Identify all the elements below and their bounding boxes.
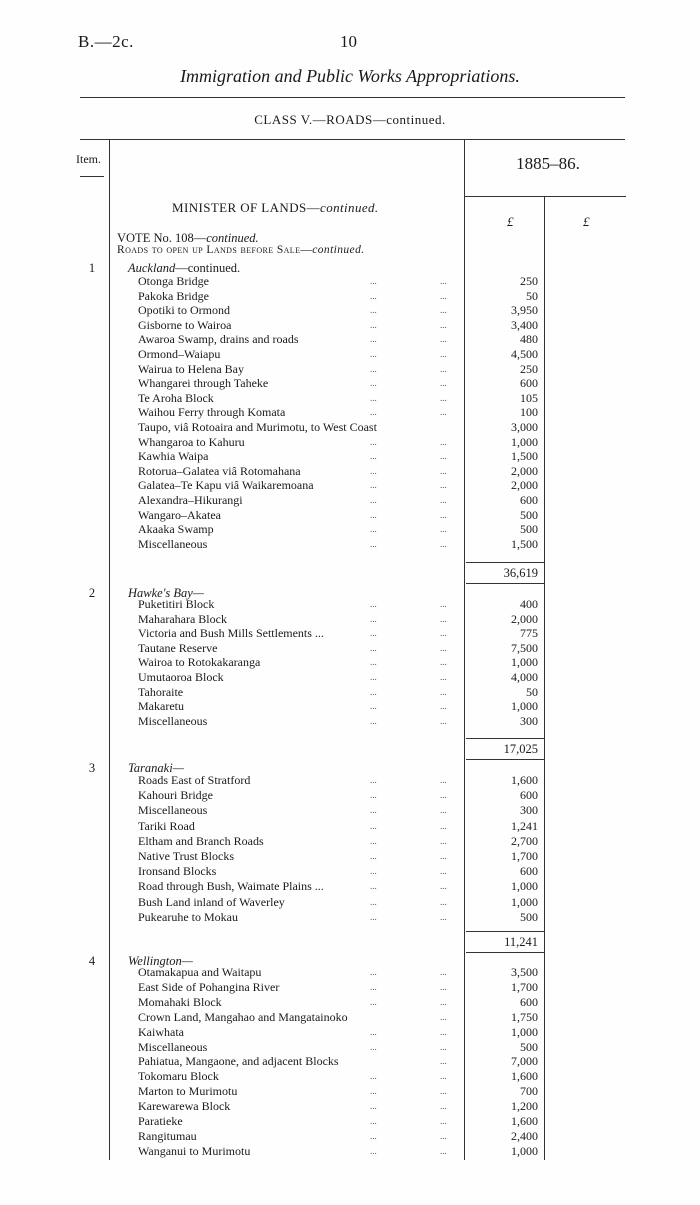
table-row [0, 493, 700, 507]
road-name: Victoria and Bush Mills Settlements ... [138, 626, 324, 641]
leader-dots: ... [370, 835, 377, 846]
amount-cell: 105 [520, 390, 538, 405]
amount-cell: 4,000 [511, 670, 538, 684]
road-name: Karewarewa Block [138, 1099, 231, 1114]
road-name: East Side of Pohangina River [138, 979, 280, 994]
leader-dots: ... [370, 1086, 377, 1097]
leader-dots: ... [440, 349, 447, 359]
leader-dots: ... [370, 805, 377, 816]
amount-cell: 1,600 [511, 1069, 538, 1084]
road-name: Taupo, viâ Rotoaira and Murimotu, to West Coast [138, 420, 377, 434]
leader-dots: ... [440, 851, 447, 861]
leader-dots: ... [440, 1116, 447, 1126]
leader-dots: ... [440, 790, 447, 801]
amount-cell: 4,500 [511, 347, 538, 361]
table-row [0, 641, 700, 655]
road-name: Te Aroha Block [138, 390, 214, 405]
amount-cell: 2,000 [511, 463, 538, 478]
road-name: Kawhia Waipa [138, 449, 209, 464]
leader-dots: ... [440, 495, 447, 505]
amount-cell: 2,000 [511, 478, 538, 493]
amount-cell: 1,700 [511, 849, 538, 863]
leader-dots: ... [370, 820, 377, 831]
amount-cell: 50 [526, 684, 538, 699]
road-name: Rangitumau [138, 1128, 197, 1143]
road-name: Tautane Reserve [138, 640, 218, 655]
road-name: Roads East of Stratford [138, 773, 251, 787]
road-name: Wairoa to Rotokakaranga [138, 655, 261, 670]
table-row [0, 773, 700, 787]
road-name: Akaaka Swamp [138, 522, 214, 537]
subtotal-rule-top [466, 931, 544, 932]
table-row [0, 714, 700, 728]
leader-dots: ... [440, 1071, 447, 1082]
road-name: Eltham and Branch Roads [138, 833, 264, 848]
table-row [0, 274, 700, 288]
title-rule [80, 97, 625, 98]
item-number: 1 [88, 261, 96, 275]
table-row [0, 347, 700, 361]
amount-cell: 775 [520, 626, 538, 641]
road-name: Whangarei through Taheke [138, 376, 269, 391]
amount-cell: 1,600 [511, 773, 538, 787]
road-name: Tokomaru Block [138, 1069, 219, 1084]
table-row [0, 1069, 700, 1083]
table-row [0, 289, 700, 303]
table-row [0, 522, 700, 536]
road-name: Marton to Murimotu [138, 1084, 238, 1099]
leader-dots: ... [370, 996, 377, 1007]
road-name: Kaiwhata [138, 1024, 184, 1039]
leader-dots: ... [440, 305, 447, 316]
amount-cell: 3,500 [511, 965, 538, 979]
leader-dots: ... [440, 672, 447, 682]
road-name: Gisborne to Wairoa [138, 317, 232, 332]
year-header: 1885–86. [516, 154, 580, 173]
leader-dots: ... [440, 1145, 447, 1156]
subtotal-rule-bottom [466, 759, 544, 760]
currency-symbol-1: £ [507, 214, 514, 229]
leader-dots: ... [370, 1071, 377, 1082]
leader-dots: ... [440, 820, 447, 831]
item-number: 3 [88, 761, 96, 775]
road-name: Wangaro–Akatea [138, 507, 221, 522]
leader-dots: ... [370, 981, 377, 992]
leader-dots: ... [440, 1086, 447, 1097]
vote-heading: VOTE No. 108—continued. [117, 231, 259, 245]
leader-dots: ... [440, 657, 447, 668]
leader-dots: ... [440, 881, 447, 892]
ministry-heading: MINISTER OF LANDS—continued. [172, 200, 379, 215]
road-name: Miscellaneous [138, 536, 208, 551]
leader-dots: ... [370, 1116, 377, 1126]
leader-dots: ... [440, 715, 447, 726]
road-name: Momahaki Block [138, 994, 222, 1009]
road-name: Awaroa Swamp, drains and roads [138, 332, 299, 347]
amount-cell: 600 [520, 788, 538, 803]
table-row [0, 420, 700, 434]
table-row [0, 597, 700, 611]
road-name: Native Trust Blocks [138, 849, 235, 863]
table-row [0, 435, 700, 449]
amount-cell: 1,000 [511, 1024, 538, 1039]
subtotal-rule-top [466, 562, 544, 563]
item-number: 2 [88, 586, 96, 600]
leader-dots: ... [440, 465, 447, 476]
leader-dots: ... [370, 349, 377, 359]
table-row [0, 965, 700, 979]
table-row [0, 819, 700, 833]
region-heading: Auckland—continued. [128, 261, 241, 275]
amount-cell: 1,200 [511, 1099, 538, 1114]
leader-dots: ... [440, 509, 447, 520]
region-heading: Hawke's Bay— [128, 586, 204, 600]
leader-dots: ... [440, 363, 447, 374]
road-name: Maharahara Block [138, 611, 227, 626]
amount-cell: 500 [520, 909, 538, 924]
table-row [0, 980, 700, 994]
leader-dots: ... [440, 1041, 447, 1052]
leader-dots: ... [370, 436, 377, 447]
amount-cell: 1,241 [511, 818, 538, 833]
leader-dots: ... [370, 881, 377, 892]
leader-dots: ... [440, 480, 447, 491]
amount-cell: 1,750 [511, 1009, 538, 1024]
leader-dots: ... [440, 835, 447, 846]
road-name: Bush Land inland of Waverley [138, 894, 285, 909]
road-name: Kahouri Bridge [138, 788, 213, 803]
amount-cell: 1,000 [511, 894, 538, 909]
table-row [0, 626, 700, 640]
amount-cell: 1,000 [511, 879, 538, 894]
leader-dots: ... [440, 290, 447, 301]
amount-cell: 1,500 [511, 536, 538, 551]
amount-cell: 50 [526, 288, 538, 303]
table-row [0, 685, 700, 699]
leader-dots: ... [370, 1041, 377, 1052]
leader-dots: ... [440, 701, 447, 712]
table-row [0, 834, 700, 848]
leader-dots: ... [370, 1101, 377, 1112]
amount-cell: 250 [520, 361, 538, 376]
page-title: Immigration and Public Works Appropriations. [180, 66, 520, 86]
leader-dots: ... [440, 613, 447, 624]
amount-cell: 3,950 [511, 303, 538, 318]
section-total: 36,619 [503, 566, 538, 580]
leader-dots: ... [440, 319, 447, 330]
table-row [0, 895, 700, 909]
amount-cell: 2,400 [511, 1128, 538, 1143]
leader-dots: ... [370, 967, 377, 977]
road-name: Pukearuhe to Mokau [138, 909, 238, 924]
leader-dots: ... [370, 538, 377, 549]
leader-dots: ... [440, 599, 447, 609]
subtotal-rule-top [466, 738, 544, 739]
section-total: 11,241 [504, 935, 538, 949]
table-row [0, 464, 700, 478]
leader-dots: ... [440, 407, 447, 418]
road-name: Puketitiri Block [138, 597, 215, 611]
leader-dots: ... [440, 524, 447, 535]
leader-dots: ... [370, 642, 377, 653]
amount-cell: 1,700 [511, 979, 538, 994]
leader-dots: ... [440, 686, 447, 697]
amount-cell: 1,000 [511, 699, 538, 714]
leader-dots: ... [370, 378, 377, 389]
leader-dots: ... [370, 1130, 377, 1141]
amount-cell: 3,000 [511, 420, 538, 434]
leader-dots: ... [370, 851, 377, 861]
road-name: Opotiki to Ormond [138, 303, 230, 318]
road-name: Makaretu [138, 699, 184, 714]
leader-dots: ... [370, 599, 377, 609]
class-title: CLASS V.—ROADS—continued. [254, 112, 446, 127]
leader-dots: ... [370, 657, 377, 668]
leader-dots: ... [440, 805, 447, 816]
leader-dots: ... [370, 790, 377, 801]
leader-dots: ... [370, 465, 377, 476]
table-row [0, 405, 700, 419]
leader-dots: ... [440, 996, 447, 1007]
table-row [0, 362, 700, 376]
road-name: Tariki Road [138, 818, 195, 833]
currency-symbol-2: £ [583, 214, 590, 229]
road-name: Pakoka Bridge [138, 288, 209, 303]
item-column-header: Item. [76, 152, 101, 166]
leader-dots: ... [370, 509, 377, 520]
table-row [0, 655, 700, 669]
road-name: Alexandra–Hikurangi [138, 493, 243, 507]
amount-cell: 500 [520, 1039, 538, 1054]
table-row [0, 879, 700, 893]
leader-dots: ... [370, 334, 377, 345]
table-row [0, 1114, 700, 1128]
table-row [0, 788, 700, 802]
leader-dots: ... [440, 378, 447, 389]
amount-cell: 100 [520, 405, 538, 420]
road-name: Otamakapua and Waitapu [138, 965, 262, 979]
amount-cell: 480 [520, 332, 538, 347]
table-row [0, 1144, 700, 1158]
table-row [0, 1099, 700, 1113]
amount-cell: 250 [520, 274, 538, 288]
table-row [0, 508, 700, 522]
leader-dots: ... [370, 480, 377, 491]
amount-cell: 1,000 [511, 1143, 538, 1158]
amount-cell: 700 [520, 1084, 538, 1099]
table-top-rule [80, 139, 625, 140]
table-row [0, 612, 700, 626]
amount-cell: 600 [520, 864, 538, 879]
road-name: Miscellaneous [138, 803, 208, 818]
amount-cell: 2,700 [511, 833, 538, 848]
leader-dots: ... [370, 672, 377, 682]
amount-cell: 300 [520, 713, 538, 728]
leader-dots: ... [440, 967, 447, 977]
leader-dots: ... [440, 538, 447, 549]
leader-dots: ... [370, 363, 377, 374]
table-row [0, 303, 700, 317]
road-name: Ormond–Waiapu [138, 347, 221, 361]
road-name: Otonga Bridge [138, 274, 209, 288]
leader-dots: ... [370, 407, 377, 418]
table-row [0, 478, 700, 492]
subtotal-rule-bottom [466, 952, 544, 953]
leader-dots: ... [370, 290, 377, 301]
amount-cell: 3,400 [511, 317, 538, 332]
leader-dots: ... [370, 701, 377, 712]
leader-dots: ... [370, 524, 377, 535]
road-name: Tahoraite [138, 684, 184, 699]
leader-dots: ... [370, 451, 377, 462]
subtotal-rule-bottom [466, 583, 544, 584]
table-row [0, 1010, 700, 1024]
table-row [0, 1025, 700, 1039]
road-name: Road through Bush, Waimate Plains ... [138, 879, 324, 894]
leader-dots: ... [440, 1130, 447, 1141]
amount-cell: 1,000 [511, 434, 538, 449]
leader-dots: ... [370, 1026, 377, 1037]
leader-dots: ... [440, 775, 447, 785]
amount-cell: 600 [520, 994, 538, 1009]
table-row [0, 864, 700, 878]
leader-dots: ... [370, 319, 377, 330]
table-row [0, 332, 700, 346]
leader-dots: ... [440, 981, 447, 992]
road-name: Miscellaneous [138, 713, 208, 728]
table-row [0, 376, 700, 390]
table-row [0, 318, 700, 332]
leader-dots: ... [440, 896, 447, 907]
leader-dots: ... [370, 613, 377, 624]
amount-cell: 300 [520, 803, 538, 818]
table-row [0, 849, 700, 863]
leader-dots: ... [370, 628, 377, 639]
road-name: Waihou Ferry through Komata [138, 405, 286, 420]
leader-dots: ... [370, 911, 377, 922]
road-name: Whangaroa to Kahuru [138, 434, 245, 449]
table-row [0, 1129, 700, 1143]
table-row [0, 995, 700, 1009]
year-underline [464, 196, 626, 197]
table-row [0, 449, 700, 463]
amount-cell: 2,000 [511, 611, 538, 626]
road-name: Wanganui to Murimotu [138, 1143, 251, 1158]
leader-dots: ... [440, 334, 447, 345]
amount-cell: 500 [520, 507, 538, 522]
item-number: 4 [88, 954, 96, 968]
table-row [0, 803, 700, 817]
leader-dots: ... [440, 911, 447, 922]
leader-dots: ... [370, 392, 377, 403]
table-row [0, 391, 700, 405]
amount-cell: 500 [520, 522, 538, 537]
table-row [0, 910, 700, 924]
road-name: Paratieke [138, 1114, 183, 1128]
leader-dots: ... [370, 276, 377, 286]
amount-cell: 400 [520, 597, 538, 611]
road-name: Umutaoroa Block [138, 670, 224, 684]
amount-cell: 1,000 [511, 655, 538, 670]
amount-cell: 1,500 [511, 449, 538, 464]
section-total: 17,025 [503, 742, 538, 756]
table-row [0, 670, 700, 684]
leader-dots: ... [370, 686, 377, 697]
leader-dots: ... [440, 451, 447, 462]
leader-dots: ... [440, 1101, 447, 1112]
leader-dots: ... [440, 392, 447, 403]
amount-cell: 7,000 [511, 1054, 538, 1069]
table-row [0, 1054, 700, 1068]
page-number: 10 [340, 32, 357, 51]
leader-dots: ... [370, 495, 377, 505]
road-name: Galatea–Te Kapu viâ Waikaremoana [138, 478, 314, 493]
item-underline [80, 176, 104, 177]
leader-dots: ... [440, 436, 447, 447]
road-name: Pahiatua, Mangaone, and adjacent Blocks [138, 1054, 339, 1069]
leader-dots: ... [440, 642, 447, 653]
leader-dots: ... [440, 1056, 447, 1067]
leader-dots: ... [440, 1011, 447, 1022]
leader-dots: ... [370, 305, 377, 316]
leader-dots: ... [440, 1026, 447, 1037]
amount-cell: 600 [520, 493, 538, 507]
amount-cell: 7,500 [511, 640, 538, 655]
table-row [0, 537, 700, 551]
leader-dots: ... [440, 276, 447, 286]
leader-dots: ... [370, 896, 377, 907]
amount-cell: 600 [520, 376, 538, 391]
road-name: Ironsand Blocks [138, 864, 217, 879]
roads-heading: Roads to open up Lands before Sale—continued. [117, 244, 365, 256]
table-row [0, 699, 700, 713]
leader-dots: ... [370, 715, 377, 726]
table-row [0, 1084, 700, 1098]
document-reference: B.—2c. [78, 32, 134, 51]
leader-dots: ... [440, 866, 447, 877]
leader-dots: ... [370, 775, 377, 785]
road-name: Crown Land, Mangahao and Mangatainoko [138, 1009, 348, 1024]
road-name: Miscellaneous [138, 1039, 208, 1054]
region-heading: Wellington— [128, 954, 193, 968]
road-name: Wairua to Helena Bay [138, 361, 244, 376]
table-row [0, 1040, 700, 1054]
region-heading: Taranaki— [128, 761, 184, 775]
road-name: Rotorua–Galatea viâ Rotomahana [138, 463, 301, 478]
leader-dots: ... [370, 866, 377, 877]
leader-dots: ... [440, 628, 447, 639]
amount-cell: 1,600 [511, 1114, 538, 1128]
leader-dots: ... [370, 1145, 377, 1156]
